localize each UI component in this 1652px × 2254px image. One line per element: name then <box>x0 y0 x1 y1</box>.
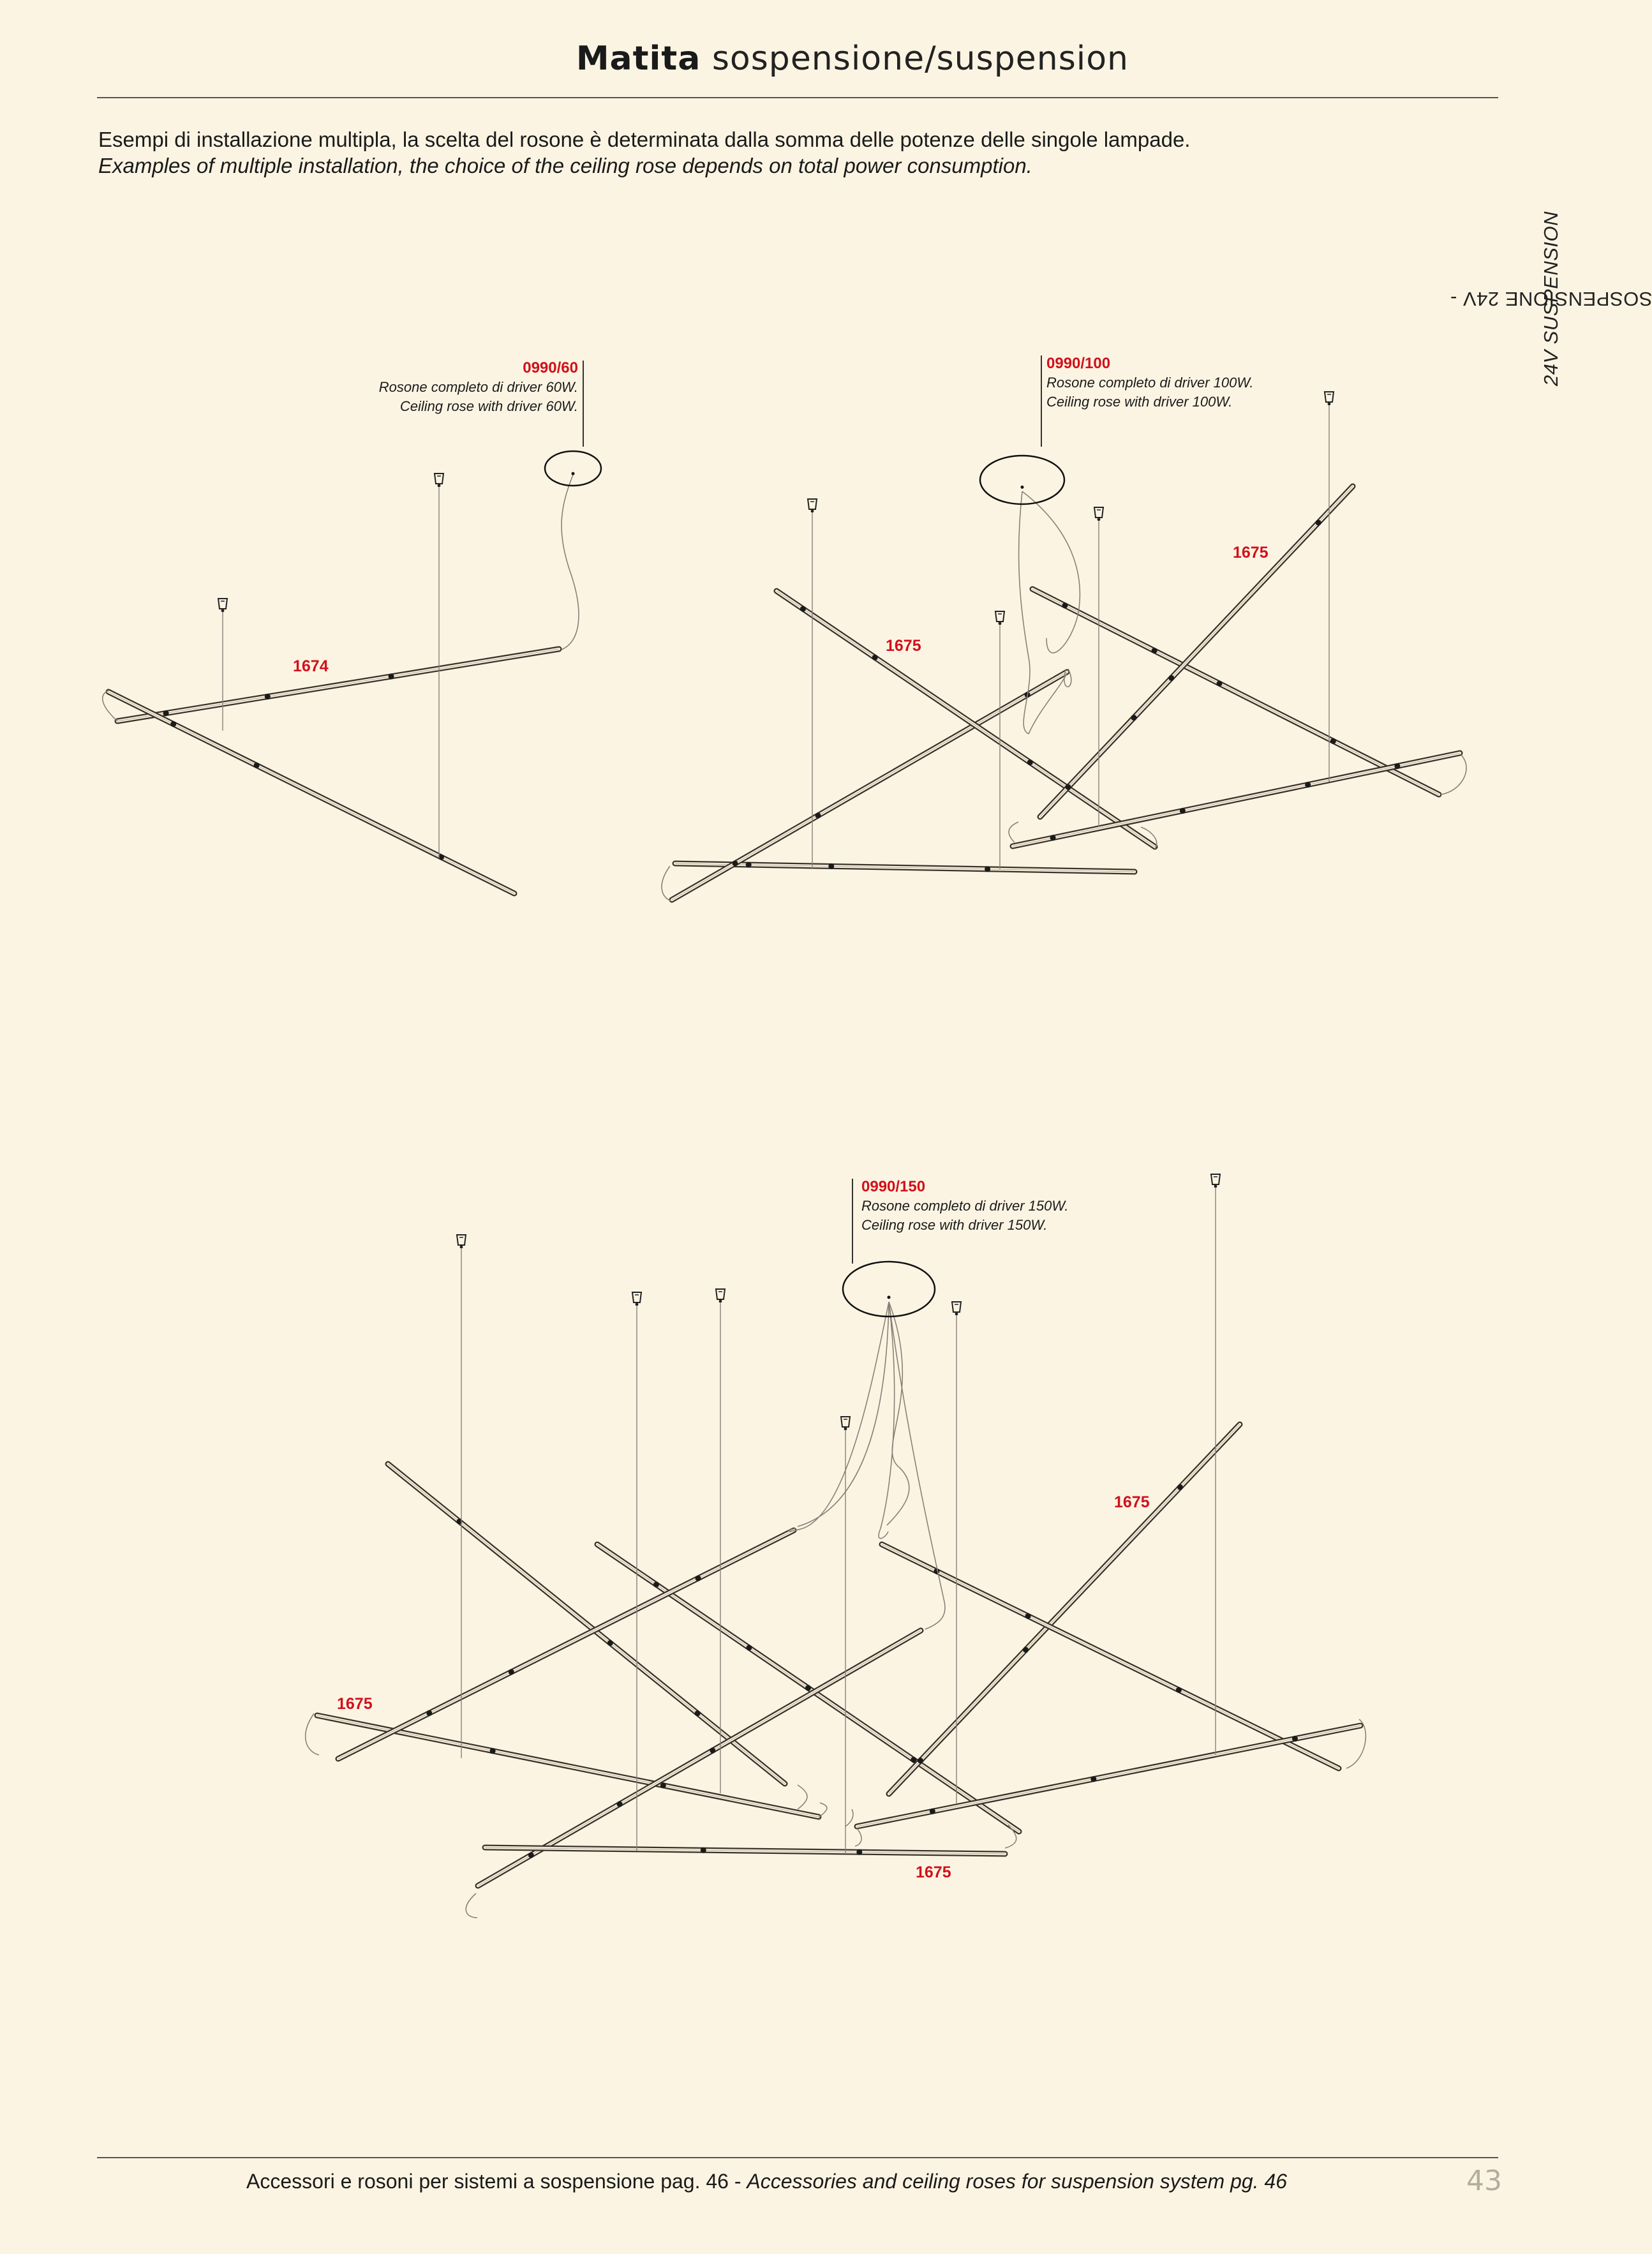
pendant-bar-icon <box>338 1530 794 1759</box>
ceiling-anchor-icon <box>841 1417 850 1854</box>
model-label-1675: 1675 <box>886 637 921 655</box>
product-name: Matita <box>576 40 701 78</box>
footer-rule <box>97 2157 1498 2158</box>
rose-callout-60 <box>300 359 578 416</box>
ceiling-anchor-icon <box>218 599 227 731</box>
footer-separator: - <box>728 2170 747 2193</box>
power-cable <box>798 1302 889 1526</box>
rose-desc-en: Ceiling rose with driver 100W. <box>1046 394 1233 410</box>
page-number: 43 <box>1466 2165 1502 2197</box>
rose-callout-150 <box>861 1177 1068 1235</box>
ceiling-rose-icon <box>980 456 1064 504</box>
model-label-1675: 1675 <box>1114 1493 1150 1511</box>
ceiling-anchor-icon <box>457 1235 466 1758</box>
pendant-bar-icon <box>485 1847 1005 1855</box>
power-cable <box>1009 822 1018 842</box>
intro-english: Examples of multiple installation, the choice of the ceiling rose depends on total power consumption. <box>98 154 1032 177</box>
rose-desc-en: Ceiling rose with driver 150W. <box>861 1217 1048 1233</box>
pendant-bar-icon <box>882 1544 1339 1768</box>
power-cable <box>662 866 671 901</box>
power-cable <box>562 475 579 650</box>
pendant-bar-icon <box>108 692 514 893</box>
power-cable <box>1441 755 1466 795</box>
ceiling-anchor-icon <box>808 499 817 869</box>
pendant-bar-icon <box>1013 753 1460 846</box>
sidebar-label-italic: 24V SUSPENSION <box>1540 211 1562 387</box>
power-cable <box>845 1809 853 1826</box>
footer-italian: Accessori e rosoni per sistemi a sospensione pag. 46 <box>246 2170 729 2193</box>
rose-code: 0990/60 <box>523 359 578 377</box>
rose-desc-it: Rosone completo di driver 150W. <box>861 1198 1069 1214</box>
power-cable <box>789 1302 889 1531</box>
ceiling-anchor-icon <box>1211 1174 1220 1755</box>
power-cable <box>1022 491 1080 653</box>
intro-italian: Esempi di installazione multipla, la scelta del rosone è determinata dalla somma delle potenze delle singole lampade. <box>98 128 1191 151</box>
pendant-bar-icon <box>117 649 559 721</box>
rose-desc-it: Rosone completo di driver 60W. <box>378 379 578 395</box>
footer-english: Accessories and ceiling roses for suspension system pg. 46 <box>747 2170 1288 2193</box>
rose-desc-it: Rosone completo di driver 100W. <box>1046 375 1254 391</box>
power-cable <box>798 1785 807 1809</box>
rods-layer <box>108 486 1460 1886</box>
pendant-bar-icon <box>675 862 1135 872</box>
rose-desc-en: Ceiling rose with driver 60W. <box>399 398 578 414</box>
pendant-bar-icon <box>388 1464 785 1784</box>
footer-reference <box>246 2170 1287 2193</box>
pendant-bar-icon <box>1040 486 1353 817</box>
pendant-bar-icon <box>889 1424 1240 1794</box>
ceiling-anchor-icon <box>716 1289 725 1793</box>
model-label-1675: 1675 <box>337 1695 373 1713</box>
ceiling-anchor-icon <box>1094 507 1103 826</box>
model-label-1674: 1674 <box>293 657 329 675</box>
rose-callout-100 <box>1046 354 1253 412</box>
sidebar-label-upright: SOSPENSIONE 24V - <box>1450 288 1652 311</box>
model-label-1675: 1675 <box>1233 544 1269 562</box>
pendant-bar-icon <box>597 1544 1019 1832</box>
power-cable <box>306 1713 319 1755</box>
ceiling-anchor-icon <box>1325 392 1334 782</box>
rose-code: 0990/100 <box>1046 355 1111 372</box>
product-type: sospensione/suspension <box>711 40 1129 78</box>
power-cable <box>466 1893 477 1918</box>
ceiling-rose-icon <box>545 451 601 486</box>
model-label-1675: 1675 <box>916 1863 951 1881</box>
anchors-layer <box>218 392 1334 1854</box>
power-cable <box>855 1828 861 1846</box>
rose-code: 0990/150 <box>861 1178 926 1195</box>
